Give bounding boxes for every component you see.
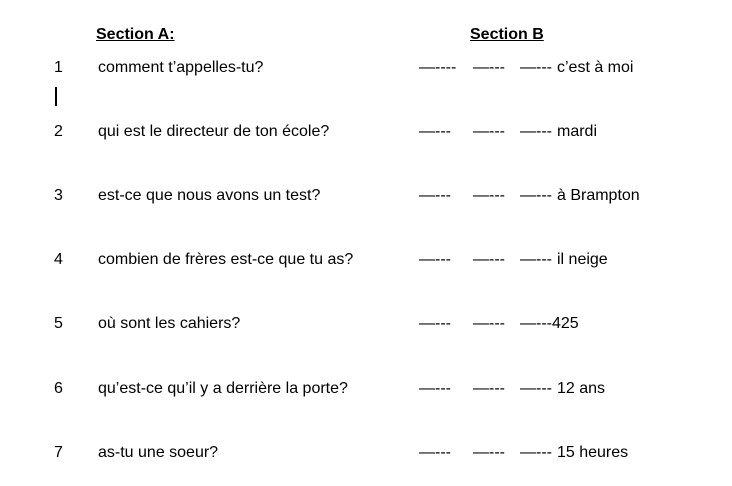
blank-dashes: —--- — [473, 380, 505, 397]
blank-dashes: —--- — [419, 444, 451, 461]
blank-dashes: —---- — [419, 59, 457, 76]
question-text: où sont les cahiers? — [98, 315, 241, 332]
blank-dashes: —--- — [419, 315, 451, 332]
answer-text: c’est à moi — [556, 59, 634, 76]
blank-dashes: —--- — [520, 251, 552, 268]
blank-dashes: —--- — [419, 380, 451, 397]
question-text: combien de frères est-ce que tu as? — [98, 251, 354, 268]
blank-dashes: —--- — [520, 59, 552, 76]
answer-text: il neige — [556, 251, 608, 268]
answer-text: 425 — [551, 315, 579, 332]
question-number: 2 — [54, 123, 63, 140]
question-number: 4 — [54, 251, 63, 268]
question-number: 5 — [54, 315, 63, 332]
question-text: est-ce que nous avons un test? — [98, 187, 321, 204]
question-number: 7 — [54, 444, 63, 461]
blank-dashes: —--- — [473, 315, 505, 332]
question-row — [0, 250, 732, 270]
question-text: qui est le directeur de ton école? — [98, 123, 330, 140]
answer-text: à Brampton — [556, 187, 640, 204]
question-text: qu’est-ce qu’il y a derrière la porte? — [98, 380, 348, 397]
answer-text: 15 heures — [556, 444, 629, 461]
blank-dashes: —--- — [520, 315, 552, 332]
blank-dashes: —--- — [473, 444, 505, 461]
blank-dashes: —--- — [520, 187, 552, 204]
question-number: 6 — [54, 380, 63, 397]
blank-dashes: —--- — [473, 251, 505, 268]
blank-dashes: —--- — [520, 444, 552, 461]
section-b-header: Section B — [470, 26, 544, 43]
text-cursor — [55, 87, 57, 106]
blank-dashes: —--- — [473, 123, 505, 140]
question-text: as-tu une soeur? — [98, 444, 219, 461]
blank-dashes: —--- — [473, 59, 505, 76]
question-text: comment t’appelles-tu? — [98, 59, 264, 76]
blank-dashes: —--- — [473, 187, 505, 204]
answer-text: 12 ans — [556, 380, 606, 397]
blank-dashes: —--- — [419, 251, 451, 268]
question-number: 3 — [54, 187, 63, 204]
section-a-header: Section A: — [96, 26, 175, 43]
question-row — [0, 314, 732, 334]
question-number: 1 — [54, 59, 63, 76]
question-row — [0, 379, 732, 399]
blank-dashes: —--- — [520, 123, 552, 140]
blank-dashes: —--- — [419, 187, 451, 204]
question-row — [0, 443, 732, 463]
question-row — [0, 122, 732, 142]
answer-text: mardi — [556, 123, 597, 140]
question-row — [0, 186, 732, 206]
question-row — [0, 58, 732, 78]
blank-dashes: —--- — [520, 380, 552, 397]
blank-dashes: —--- — [419, 123, 451, 140]
